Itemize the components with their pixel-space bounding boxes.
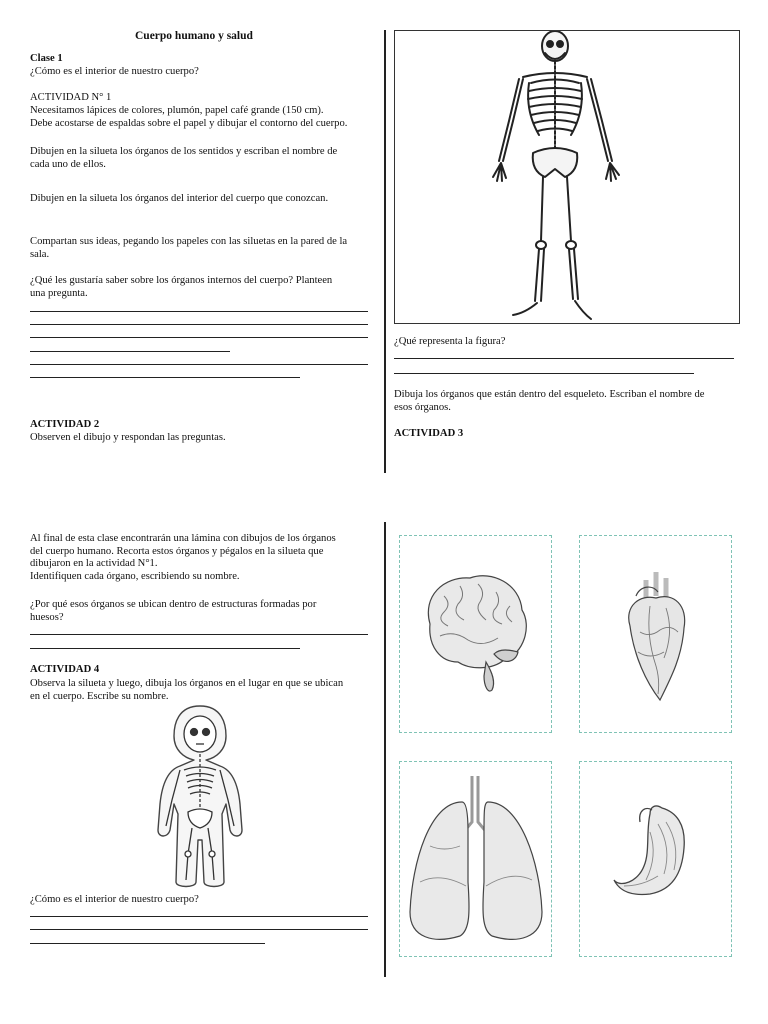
answer-line (30, 943, 265, 944)
lungs-illustration (400, 762, 551, 956)
skeleton-frame (394, 30, 740, 324)
cutout-intro: Al final de esta clase encontrarán una lámina con dibujos de los órganos del cuerpo humano. Recorta estos órganos y pégalos en la silueta que dibujaron en la actividad N°1. Identifiquen cada órgano, escribiendo su nombre. (30, 533, 336, 582)
activity-4-heading: ACTIVIDAD 4 (30, 664, 100, 675)
brain-card (399, 535, 552, 733)
figure-question: ¿Qué representa la figura? (394, 336, 506, 347)
answer-line (394, 373, 694, 374)
activity-1-senses: Dibujen en la silueta los órganos de los sentidos y escriban el nombre de cada uno de ellos. (30, 146, 338, 170)
lungs-card (399, 761, 552, 957)
stomach-illustration (580, 762, 731, 956)
activity-1-materials: Necesitamos lápices de colores, plumón, papel café grande (150 cm). Debe acostarse de espaldas sobre el papel y dibujar el contorno del cuerpo. (30, 105, 348, 129)
activity-2-text: Observen el dibujo y respondan las preguntas. (30, 432, 226, 443)
intro-question: ¿Cómo es el interior de nuestro cuerpo? (30, 66, 199, 77)
answer-line (30, 364, 368, 365)
answer-line (30, 337, 368, 338)
page-title: Cuerpo humano y salud (135, 30, 253, 42)
answer-line (30, 916, 368, 917)
skeleton-illustration (395, 31, 739, 323)
heart-card (579, 535, 732, 733)
heart-illustration (580, 536, 731, 732)
child-skeleton-illustration (150, 704, 250, 890)
activity-1-internal: Dibujen en la silueta los órganos del interior del cuerpo que conozcan. (30, 193, 329, 204)
answer-line (30, 351, 230, 352)
child-skeleton-figure (150, 704, 250, 890)
answer-line (30, 634, 368, 635)
draw-organs-instruction: Dibuja los órganos que están dentro del esqueleto. Escriban el nombre de esos órganos. (394, 389, 705, 413)
answer-line (394, 358, 734, 359)
answer-line (30, 311, 368, 312)
clase-label: Clase 1 (30, 53, 63, 64)
brain-illustration (400, 536, 551, 732)
answer-line (30, 929, 368, 930)
column-divider (384, 522, 386, 977)
activity-4-text: Observa la silueta y luego, dibuja los órganos en el lugar en que se ubican en el cuerpo. Escribe su nombre. (30, 678, 344, 702)
activity-1-question: ¿Qué les gustaría saber sobre los órganos internos del cuerpo? Planteen una pregunta. (30, 275, 333, 299)
stomach-card (579, 761, 732, 957)
answer-line (30, 377, 300, 378)
answer-line (30, 324, 368, 325)
column-divider (384, 30, 386, 473)
activity-1-share: Compartan sus ideas, pegando los papeles con las siluetas en la pared de la sala. (30, 236, 348, 260)
bones-question: ¿Por qué esos órganos se ubican dentro de estructuras formadas por huesos? (30, 599, 317, 623)
answer-line (30, 648, 300, 649)
activity-1-heading: ACTIVIDAD N° 1 (30, 92, 112, 103)
final-question: ¿Cómo es el interior de nuestro cuerpo? (30, 894, 199, 905)
activity-2-heading: ACTIVIDAD 2 (30, 419, 100, 430)
activity-3-heading: ACTIVIDAD 3 (394, 428, 464, 439)
